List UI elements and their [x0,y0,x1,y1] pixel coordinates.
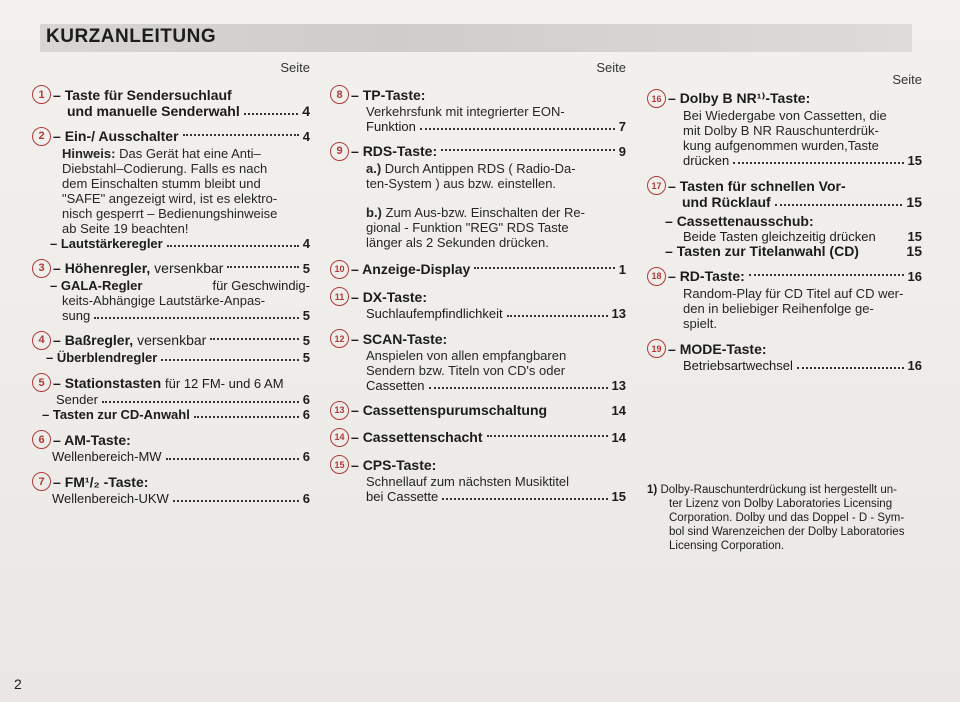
page-number: 2 [14,676,22,692]
number-circle-icon: 7 [32,472,51,491]
entry-2: 2 – Ein-/ Ausschalter 4 Hinweis: Das Gerät hat eine Anti– Diebstahl–Codierung. Falls es nach dem Einschalten stumm bleibt und "SAFE" angezeigt wird, ist es elektro- nisch gesperrt – Bedienungshinweise ab Seite 19 beachten! – Lautstärkeregler 4 [32,127,310,251]
number-circle-icon: 15 [330,455,349,474]
entry-1: 1 – Taste für Sendersuchlauf und manuelle Senderwahl 4 [32,85,310,119]
footnote: 1) Dolby-Rauschunterdrückung ist hergestellt un- ter Lizenz von Dolby Laboratories Licensing Corporation. Dolby und das Doppel - D - Sym- bol sind Warenzeichen der Dolby Laboratories Licensing Corporation. [647,484,905,552]
entry-4: 4 – Baßregler, versenkbar 5 – Überblendregler 5 [32,331,310,365]
number-circle-icon: 19 [647,339,666,358]
number-circle-icon: 3 [32,259,51,278]
number-circle-icon: 14 [330,428,349,447]
column-1 [32,60,310,514]
seite-label: Seite [280,60,310,75]
seite-label: Seite [892,72,922,87]
number-circle-icon: 5 [32,373,51,392]
number-circle-icon: 8 [330,85,349,104]
entry-16: 16 – Dolby B NR¹⁾-Taste: Bei Wiedergabe von Cassetten, die mit Dolby B NR Rauschunterdrük- kung aufgenommen wurden,Taste drücken 15 [647,89,922,168]
entry-19: 19 – MODE-Taste: Betriebsartwechsel 16 [647,339,922,373]
number-circle-icon: 11 [330,287,349,306]
number-circle-icon: 2 [32,127,51,146]
entry-6: 6 – AM-Taste: Wellenbereich-MW 6 [32,430,310,464]
number-circle-icon: 6 [32,430,51,449]
entry-17: 17 – Tasten für schnellen Vor- und Rücklauf 15 – Cassettenausschub: Beide Tasten gleichzeitig drücken 15 – Tasten zur Titelanwahl (CD) 15 [647,176,922,259]
entry-7: 7 – FM¹/₂ -Taste: Wellenbereich-UKW 6 [32,472,310,506]
number-circle-icon: 17 [647,176,666,195]
number-circle-icon: 1 [32,85,51,104]
entry-13: 13 – Cassettenspurumschaltung 14 [330,401,626,420]
entry-9: 9 – RDS-Taste: 9 a.) Durch Antippen RDS ( Radio-Da- ten-System ) aus bzw. einstellen. b.) Zum Aus-bzw. Einschalten der Re- gional - Funktion "REG" RDS Taste länger als 2 Sekunden drücken. [330,142,626,250]
number-circle-icon: 18 [647,267,666,286]
column-2 [330,60,626,512]
number-circle-icon: 9 [330,142,349,161]
number-circle-icon: 16 [647,89,666,108]
page-title: KURZANLEITUNG [46,26,217,47]
entry-3: 3 – Höhenregler, versenkbar 5 – GALA-Regler für Geschwindig- keits-Abhängige Lautstärke-Anpas- sung 5 [32,259,310,323]
entry-5: 5 – Stationstasten für 12 FM- und 6 AM Sender 6 – Tasten zur CD-Anwahl 6 [32,373,310,422]
seite-label: Seite [596,60,626,75]
entry-15: 15 – CPS-Taste: Schnellauf zum nächsten Musiktitel bei Cassette 15 [330,455,626,504]
entry-11: 11 – DX-Taste: Suchlaufempfindlichkeit 13 [330,287,626,321]
number-circle-icon: 10 [330,260,349,279]
number-circle-icon: 13 [330,401,349,420]
number-circle-icon: 12 [330,329,349,348]
entry-14: 14 – Cassettenschacht 14 [330,428,626,447]
entry-12: 12 – SCAN-Taste: Anspielen von allen empfangbaren Sendern bzw. Titeln von CD's oder Cassetten 13 [330,329,626,393]
title-band [40,24,912,52]
number-circle-icon: 4 [32,331,51,350]
column-3 [647,60,922,553]
entry-10: 10 – Anzeige-Display 1 [330,260,626,279]
entry-8: 8 – TP-Taste: Verkehrsfunk mit integrierter EON- Funktion 7 [330,85,626,134]
entry-18: 18 – RD-Taste: 16 Random-Play für CD Titel auf CD wer- den in beliebiger Reihenfolge ge- spielt. [647,267,922,331]
